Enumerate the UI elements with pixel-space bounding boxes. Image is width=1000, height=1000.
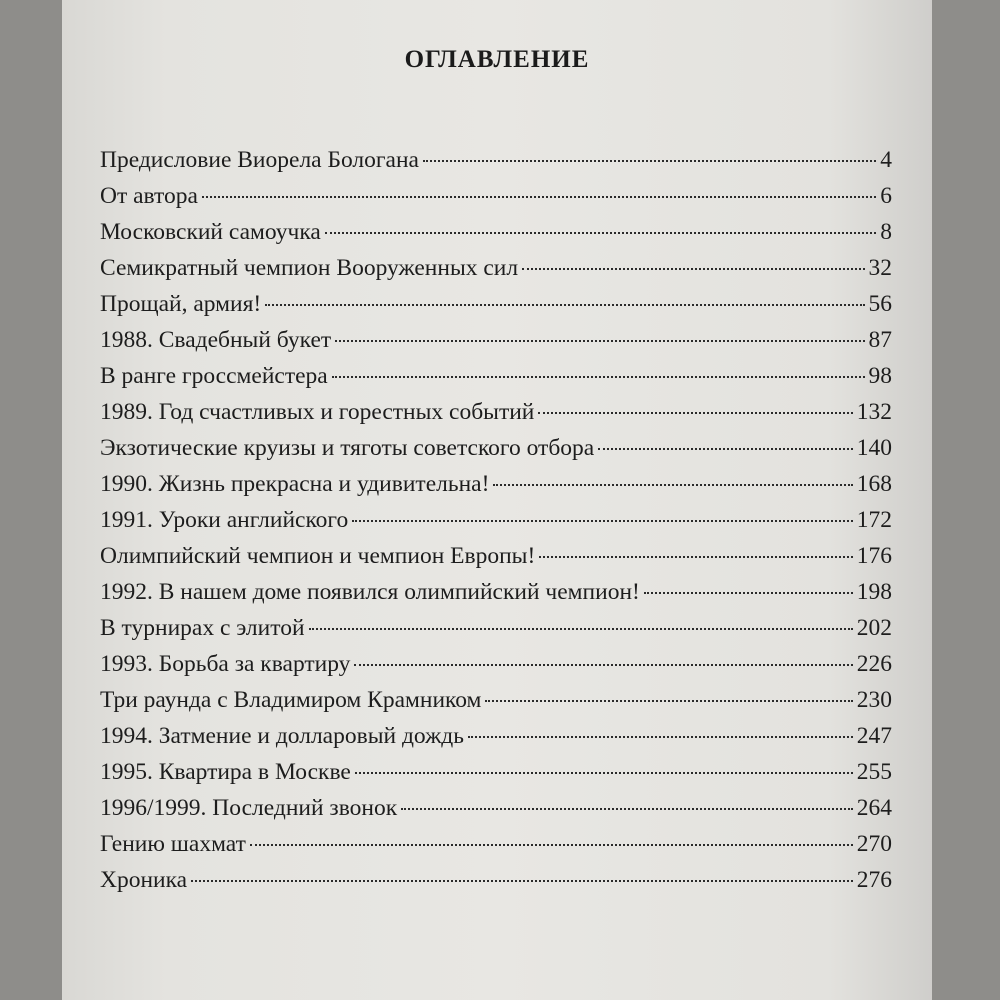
toc-entry-title: В турнирах с элитой: [100, 615, 305, 641]
dot-leader: [538, 412, 852, 414]
toc-entry-page-number: 255: [856, 759, 892, 785]
toc-entry-page-number: 98: [868, 363, 892, 389]
toc-entry-page-number: 140: [856, 435, 892, 461]
dot-leader: [309, 628, 853, 630]
toc-entry-title: Предисловие Виорела Бологана: [100, 147, 419, 173]
toc-entry-title: Три раунда с Владимиром Крамником: [100, 687, 482, 713]
toc-entry-title: Гению шахмат: [100, 831, 246, 857]
dot-leader: [522, 268, 864, 270]
dot-leader: [468, 736, 853, 738]
toc-entry: [100, 255, 892, 291]
toc-entry-page-number: 226: [856, 651, 892, 677]
dot-leader: [354, 664, 852, 666]
dot-leader: [332, 376, 865, 378]
toc-entry-page-number: 230: [856, 687, 892, 713]
toc-entry-page-number: 247: [856, 723, 892, 749]
toc-entry-page-number: 176: [856, 543, 892, 569]
dot-leader: [401, 808, 853, 810]
toc-entry: [100, 543, 892, 579]
toc-entry: [100, 219, 892, 255]
toc-entry: [100, 579, 892, 615]
toc-entry: [100, 363, 892, 399]
toc-entry-title: От автора: [100, 183, 198, 209]
dot-leader: [355, 772, 853, 774]
dot-leader: [598, 448, 853, 450]
dot-leader: [265, 304, 864, 306]
dot-leader: [423, 160, 876, 162]
dot-leader: [335, 340, 864, 342]
toc-entry: [100, 615, 892, 651]
toc-entry-page-number: 270: [856, 831, 892, 857]
toc-entry-title: 1995. Квартира в Москве: [100, 759, 351, 785]
toc-entry-page-number: 168: [856, 471, 892, 497]
toc-entry: [100, 147, 892, 183]
toc-entry: [100, 327, 892, 363]
toc-entry-page-number: 8: [880, 219, 892, 245]
toc-entry-title: В ранге гроссмейстера: [100, 363, 328, 389]
toc-entry: [100, 795, 892, 831]
toc-entry-page-number: 276: [856, 867, 892, 893]
toc-entry-title: 1990. Жизнь прекрасна и удивительна!: [100, 471, 490, 497]
toc-entry-title: Московский самоучка: [100, 219, 321, 245]
toc-entry: [100, 291, 892, 327]
toc-entry-page-number: 198: [856, 579, 892, 605]
toc-entry: [100, 507, 892, 543]
dot-leader: [539, 556, 852, 558]
page-title: ОГЛАВЛЕНИЕ: [404, 46, 590, 73]
toc-entry-page-number: 56: [868, 291, 892, 317]
toc-entry-title: Олимпийский чемпион и чемпион Европы!: [100, 543, 536, 569]
toc-entry: [100, 399, 892, 435]
toc-entry-title: 1989. Год счастливых и горестных событий: [100, 399, 535, 425]
toc-entry-title: Экзотические круизы и тяготы советского отбора: [100, 435, 595, 461]
toc-entry: [100, 651, 892, 687]
toc-entry-title: 1992. В нашем доме появился олимпийский чемпион!: [100, 579, 640, 605]
toc-entry-page-number: 87: [868, 327, 892, 353]
toc-entry: [100, 759, 892, 795]
toc-entry-title: 1991. Уроки английского: [100, 507, 349, 533]
toc-entry-title: Семикратный чемпион Вооруженных сил: [100, 255, 519, 281]
toc-entry-title: 1996/1999. Последний звонок: [100, 795, 398, 821]
table-of-contents: [100, 147, 892, 903]
toc-entry-page-number: 32: [868, 255, 892, 281]
toc-entry: [100, 471, 892, 507]
toc-entry: [100, 867, 892, 903]
toc-entry: [100, 183, 892, 219]
toc-entry: [100, 687, 892, 723]
toc-entry-title: Хроника: [100, 867, 188, 893]
toc-entry-title: 1994. Затмение и долларовый дождь: [100, 723, 464, 749]
toc-entry-page-number: 264: [856, 795, 892, 821]
toc-entry: [100, 435, 892, 471]
dot-leader: [485, 700, 852, 702]
toc-entry: [100, 831, 892, 867]
toc-entry-title: 1993. Борьба за квартиру: [100, 651, 351, 677]
dot-leader: [493, 484, 852, 486]
dot-leader: [250, 844, 853, 846]
dot-leader: [644, 592, 853, 594]
toc-entry-page-number: 4: [880, 147, 892, 173]
dot-leader: [325, 232, 876, 234]
toc-entry-title: Прощай, армия!: [100, 291, 262, 317]
dot-leader: [191, 880, 853, 882]
toc-entry: [100, 723, 892, 759]
dot-leader: [352, 520, 853, 522]
toc-entry-page-number: 172: [856, 507, 892, 533]
toc-entry-title: 1988. Свадебный букет: [100, 327, 332, 353]
book-page: [62, 0, 932, 1000]
toc-entry-page-number: 202: [856, 615, 892, 641]
dot-leader: [202, 196, 876, 198]
toc-entry-page-number: 132: [856, 399, 892, 425]
toc-entry-page-number: 6: [880, 183, 892, 209]
